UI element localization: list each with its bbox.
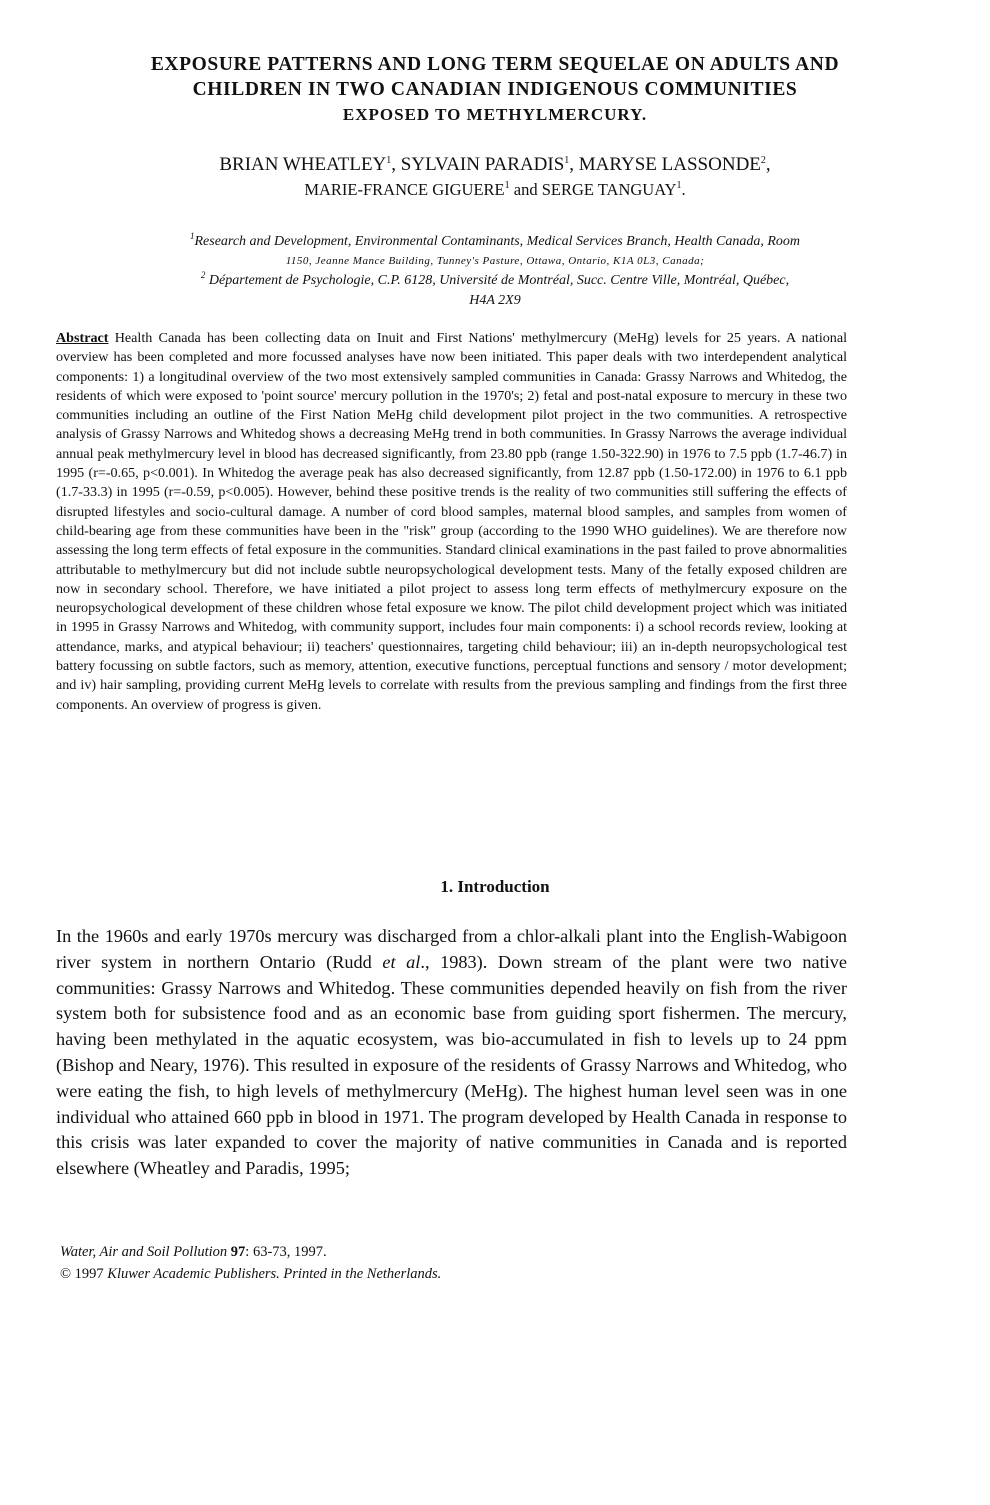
author-name: SYLVAIN PARADIS	[400, 154, 565, 175]
title-line-3: EXPOSED TO METHYLMERCURY.	[342, 105, 648, 124]
author-line-1	[60, 152, 930, 177]
affiliation-text: Research and Development, Environmental Contaminants, Medical Services Branch, Health Canada, Room	[194, 234, 800, 249]
journal-pages: : 63-73, 1997.	[245, 1244, 327, 1260]
affiliation-marker: 1	[676, 180, 682, 191]
abstract-label: Abstract	[56, 330, 109, 346]
copyright-line	[60, 1263, 860, 1285]
author-name: MARYSE LASSONDE	[578, 154, 761, 175]
author-separator: ,	[569, 154, 579, 175]
title-line-1: EXPOSURE PATTERNS AND LONG TERM SEQUELAE ON ADULTS AND	[150, 54, 840, 75]
title-line-2: CHILDREN IN TWO CANADIAN INDIGENOUS COMMUNITIES	[192, 79, 798, 100]
affiliation-2-line-1	[90, 271, 900, 291]
abstract-text: Health Canada has been collecting data on Inuit and First Nations' methylmercury (MeHg) levels for 25 years. A national overview has been completed and more focussed analyses have now been initiated. This paper deals with two interdependent analytical components: 1) a longitudinal overview of the two most extensively sampled communities in Canada: Grassy Narrows and Whitedog, the residents of which were exposed to 'point source' mercury pollution in the 1970's; 2) fetal and post-natal exposure to mercury in these two communities including an outline of the First Nation MeHg child development pilot project in the two communities. A retrospective analysis of Grassy Narrows and Whitedog shows a decreasing MeHg trend in both communities. In Grassy Narrows the average individual annual peak methylmercury level in blood has decreased significantly, from 23.80 ppb (range 1.50-322.90) in 1976 to 7.5 ppb (1.7-46.7) in 1995 (r=-0.65, p<0.001). In Whitedog the average peak has also decreased significantly, from 12.87 ppb (1.50-172.00) in 1976 to 6.1 ppb (1.7-33.3) in 1995 (r=-0.59, p<0.005). However, behind these positive trends is the reality of two communities still suffering the effects of disrupted lifestyles and socio-cultural damage. A number of cord blood samples, maternal blood samples, and samples from women of child-bearing age from these communities have been in the "risk" group (according to the 1990 WHO guidelines). We are therefore now assessing the long term effects of fetal exposure in the communities. Standard clinical examinations in the past failed to prove abnormalities attributable to methylmercury but did not include subtle neuropsychological development tests. Many of the fetally exposed children are now in secondary school. Therefore, we have initiated a pilot project to assess long term effects of methylmercury exposure on the neuropsychological development of these children whose fetal exposure we know. The pilot child development project which was initiated in 1995 in Grassy Narrows and Whitedog, with community support, includes four main components: i) a school records review, looking at attendance, marks, and atypical behaviour; ii) teachers' questionnaires, targeting child behaviour; iii) an in-depth neuropsychological test battery focussing on subtle factors, such as memory, attention, executive functions, perceptual functions and sensory / motor development; and iv) hair sampling, providing current MeHg levels to correlate with results from the previous sampling and findings from the first three components. An overview of progress is given.	[56, 330, 848, 713]
affiliation-2-line-2: H4A 2X9	[469, 292, 521, 308]
journal-volume: 97	[230, 1244, 246, 1260]
paper-title	[60, 52, 930, 127]
author-conjunction: and	[509, 180, 542, 199]
publisher-name: Kluwer Academic Publishers. Printed in the Netherlands.	[107, 1266, 442, 1282]
author-separator: ,	[765, 154, 771, 175]
intro-text: In the 1960s and early 1970s mercury was discharged from a chlor-alkali plant into the English-Wabigoon river system in northern Ontario (Rudd	[56, 926, 847, 972]
journal-name: Water, Air and Soil Pollution	[60, 1244, 228, 1260]
introduction-paragraph	[56, 924, 847, 1182]
affiliation-marker: 1	[564, 155, 570, 166]
author-separator: .	[681, 180, 686, 199]
section-heading-introduction: 1. Introduction	[440, 877, 550, 896]
author-list	[60, 152, 930, 202]
copyright-symbol: © 1997	[60, 1266, 108, 1282]
affiliation-text: Département de Psychologie, C.P. 6128, Université de Montréal, Succ. Centre Ville, Montréal, Québec,	[208, 273, 790, 288]
affiliation-marker: 1	[189, 231, 195, 241]
intro-citation-etal: et al	[382, 951, 421, 972]
author-line-2	[60, 177, 930, 202]
affiliations	[90, 232, 900, 310]
page-footer	[60, 1241, 860, 1285]
affiliation-1-line-2: 1150, Jeanne Mance Building, Tunney's Pasture, Ottawa, Ontario, K1A 0L3, Canada;	[285, 254, 705, 267]
affiliation-marker: 1	[386, 155, 392, 166]
journal-citation	[60, 1241, 860, 1263]
author-separator: ,	[391, 154, 401, 175]
author-name: BRIAN WHEATLEY	[219, 154, 387, 175]
intro-text: ., 1983). Down stream of the plant were two native communities: Grassy Narrows and Whitedog. These communities depended heavily on fish from the river system both for subsistence food and as an economic base from guiding sport fishermen. The mercury, having been methylated in the aquatic ecosystem, was bio-accumulated in fish to levels up to 24 ppm (Bishop and Neary, 1976). This resulted in exposure of the residents of Grassy Narrows and Whitedog, who were eating the fish, to high levels of methylmercury (MeHg). The highest human level seen was in one individual who attained 660 ppb in blood in 1971. The program developed by Health Canada in response to this crisis was later expanded to cover the majority of native communities in Canada and is reported elsewhere (Wheatley and Paradis, 1995;	[56, 951, 847, 1179]
affiliation-1-line-1	[90, 232, 900, 252]
affiliation-marker: 1	[504, 180, 510, 191]
author-name: MARIE-FRANCE GIGUERE	[304, 180, 505, 199]
affiliation-marker: 2	[760, 155, 766, 166]
affiliation-marker: 2	[200, 270, 206, 280]
abstract	[56, 329, 847, 715]
author-name: SERGE TANGUAY	[541, 180, 677, 199]
